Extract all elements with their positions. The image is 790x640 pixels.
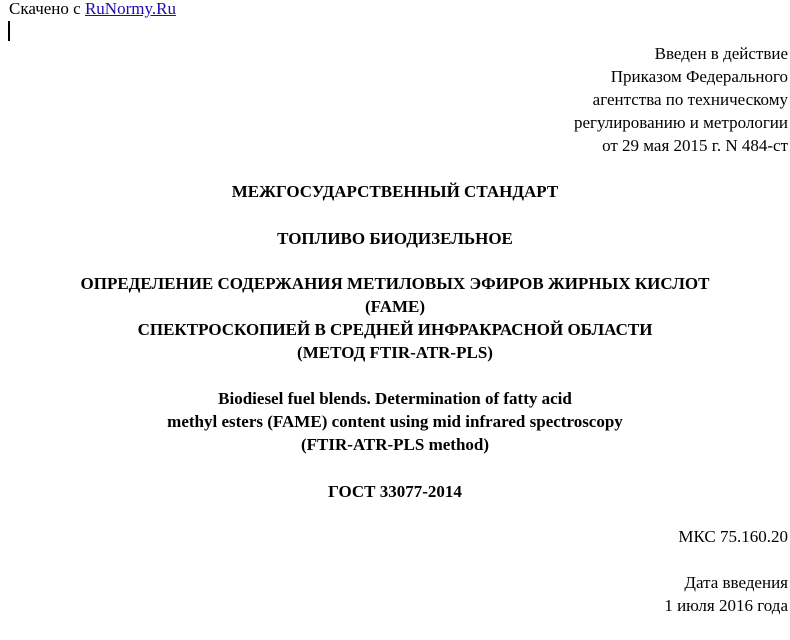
title-main-text: ТОПЛИВО БИОДИЗЕЛЬНОЕ: [277, 229, 513, 248]
source-line: [9, 0, 176, 20]
approval-line: Приказом Федерального: [610, 67, 788, 86]
title-english-line: methyl esters (FAME) content using mid infrared spectroscopy: [167, 412, 623, 431]
source-prefix: Скачено с: [9, 0, 85, 18]
approval-line: агентства по техническому: [592, 90, 788, 109]
title-detail-line: СПЕКТРОСКОПИЕЙ В СРЕДНЕЙ ИНФРАКРАСНОЙ ОБЛАСТИ: [137, 320, 653, 339]
title-detail-line: ОПРЕДЕЛЕНИЕ СОДЕРЖАНИЯ МЕТИЛОВЫХ ЭФИРОВ ЖИРНЫХ КИСЛОТ: [80, 274, 710, 293]
title-english-line: (FTIR-ATR-PLS method): [300, 435, 490, 454]
source-link[interactable]: RuNormy.Ru: [84, 0, 176, 18]
intro-date-label: Дата введения: [684, 573, 788, 592]
standard-type-text: МЕЖГОСУДАРСТВЕННЫЙ СТАНДАРТ: [231, 182, 559, 201]
intro-date-block: [664, 571, 788, 617]
approval-line: от 29 мая 2015 г. N 484-ст: [602, 136, 788, 155]
title-detail-line: (МЕТОД FTIR-ATR-PLS): [297, 343, 493, 362]
approval-block: [388, 42, 788, 157]
gost-number: [0, 480, 790, 503]
title-english: [0, 387, 790, 456]
standard-type-heading: [0, 180, 790, 203]
title-main: [0, 227, 790, 250]
title-english-line: Biodiesel fuel blends. Determination of fatty acid: [218, 389, 572, 408]
title-detail: [0, 272, 790, 364]
title-detail-line: (FAME): [364, 297, 426, 316]
approval-line: Введен в действие: [654, 44, 788, 63]
approval-line: регулированию и метрологии: [573, 113, 788, 132]
gost-number-text: ГОСТ 33077-2014: [328, 482, 462, 501]
text-cursor: [8, 21, 10, 41]
intro-date-value: 1 июля 2016 года: [664, 596, 788, 615]
mks-code: МКС 75.160.20: [678, 527, 788, 546]
